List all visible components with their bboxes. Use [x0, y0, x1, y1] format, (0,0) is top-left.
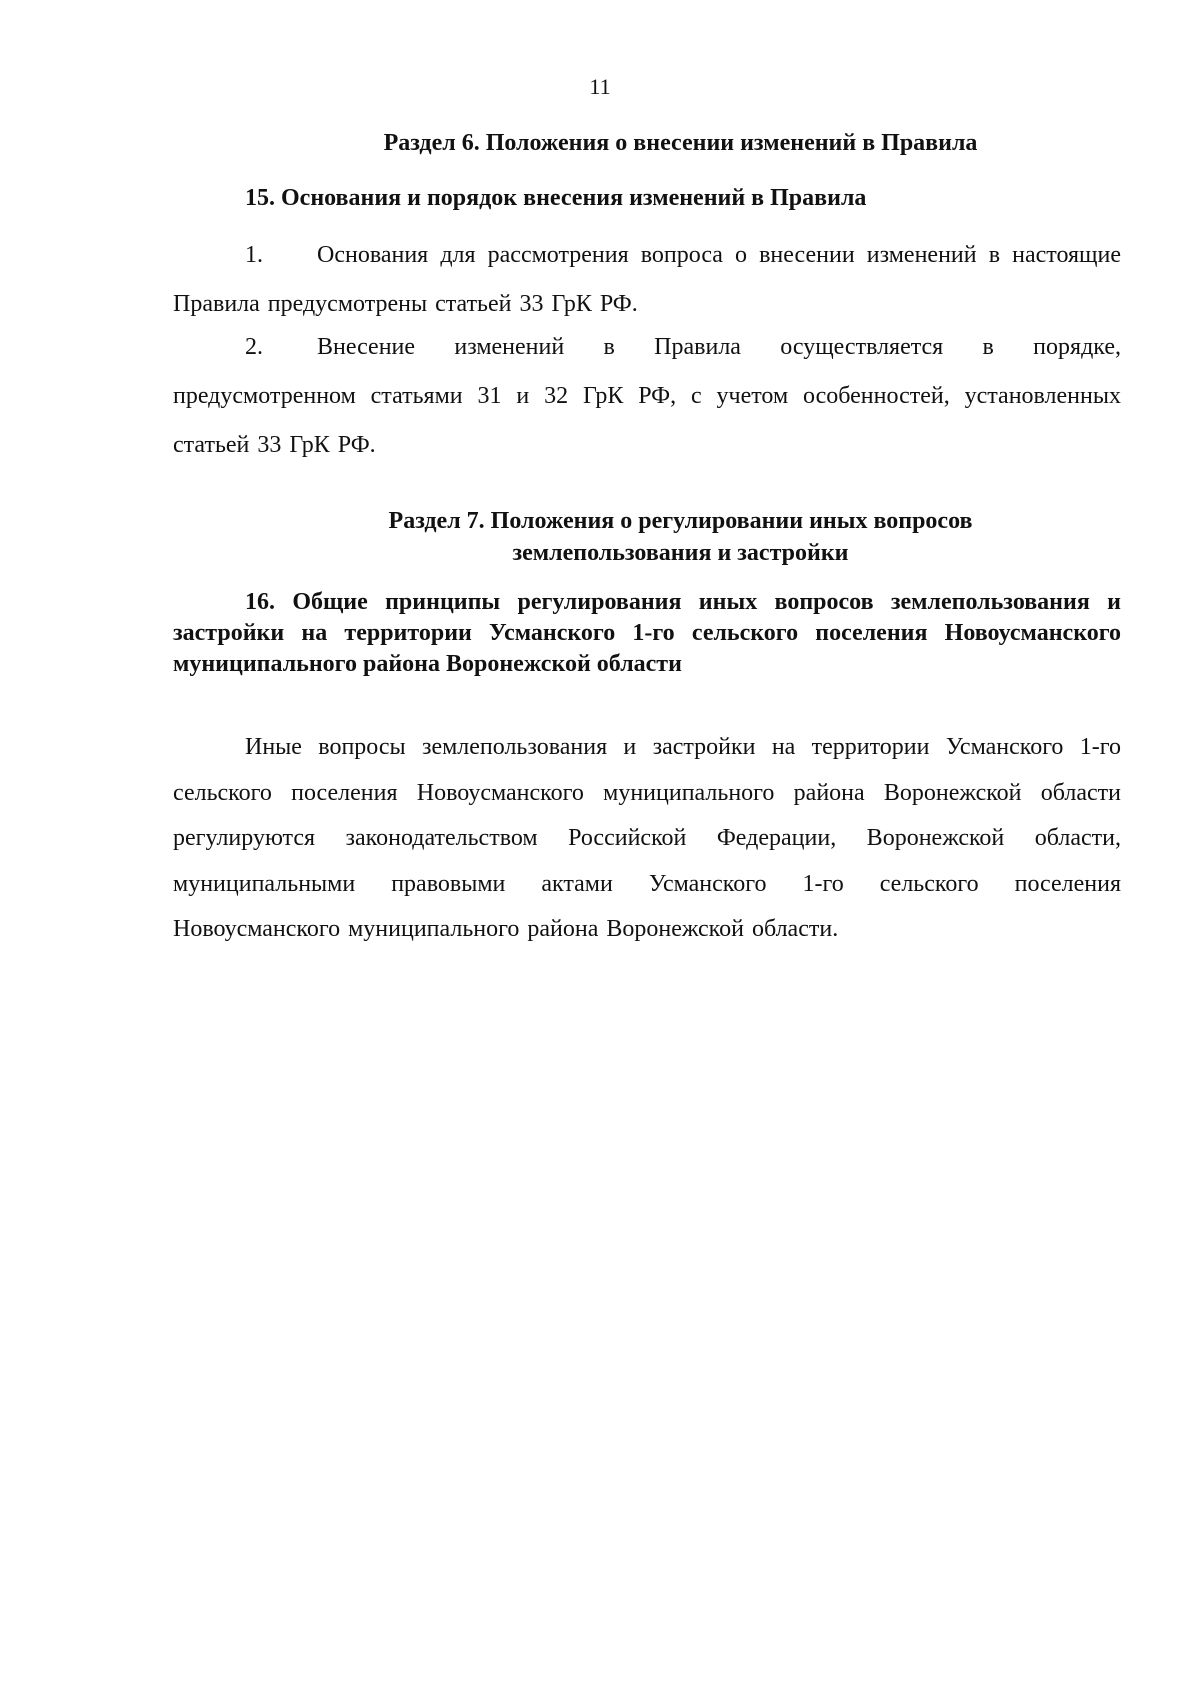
article-15-item-1	[173, 231, 1121, 329]
article-15	[173, 182, 1121, 214]
article-16-heading: 16. Общие принципы регулирования иных вопросов землепользования и застройки на территории Усманского 1-го сельского поселения Новоусманского муниципального района Воронежской области	[173, 589, 1121, 677]
article-16-body	[173, 725, 1121, 953]
section-7-heading-line-2: землепользования и застройки	[512, 540, 849, 566]
page-number: 11	[589, 74, 611, 99]
article-16-paragraph: Иные вопросы землепользования и застройки на территории Усманского 1-го сельского поселения Новоусманского муниципального района Воронежской области регулируются законодательством Российской Федерации, Воронежской области, муниципальными правовыми актами Усманского 1-го сельского поселения Новоусманского муниципального района Воронежской области.	[173, 734, 1121, 942]
section-6-heading: Раздел 6. Положения о внесении изменений в Правила	[383, 130, 978, 156]
article-16	[173, 587, 1121, 680]
item-text: Внесение изменений в Правила осуществляется в порядке, предусмотренном статьями 31 и 32 ГрК РФ, с учетом особенностей, установленных статьей 33 ГрК РФ.	[173, 334, 1121, 458]
article-15-heading: 15. Основания и порядок внесения изменений в Правила	[245, 185, 867, 211]
article-15-paragraph-1	[173, 231, 1121, 329]
section-6	[173, 127, 1121, 159]
section-7	[173, 505, 1121, 569]
section-7-heading-line-1: Раздел 7. Положения о регулировании иных вопросов	[388, 508, 973, 534]
item-number: 2.	[245, 334, 263, 360]
item-text: Основания для рассмотрения вопроса о внесении изменений в настоящие Правила предусмотрены статьей 33 ГрК РФ.	[173, 242, 1121, 317]
article-15-paragraph-2	[173, 323, 1121, 470]
item-number: 1.	[245, 242, 263, 268]
article-15-item-2	[173, 323, 1121, 470]
